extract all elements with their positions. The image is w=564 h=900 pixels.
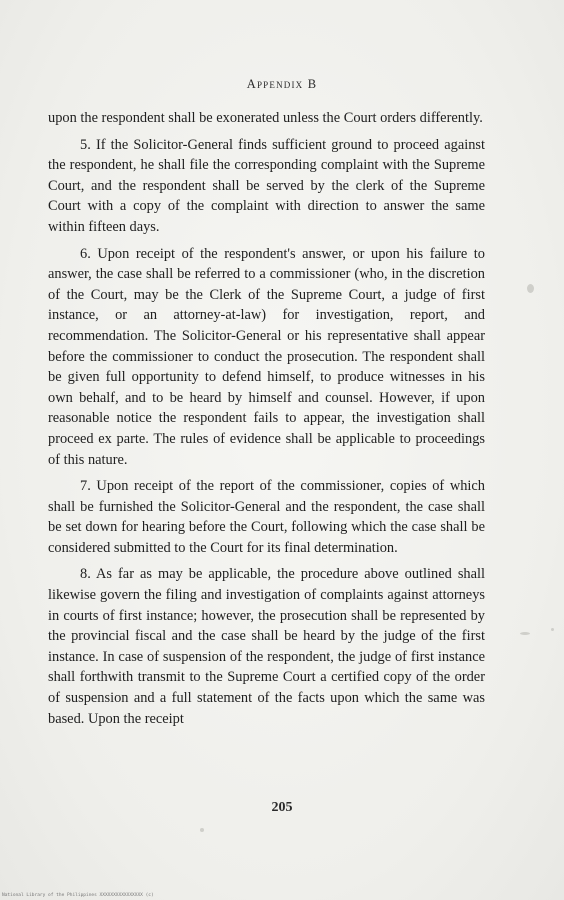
scan-speck <box>200 828 204 832</box>
scan-speck <box>551 628 554 631</box>
scan-credit: National Library of the Philippines XXXXXXXXXXXXXXXX (c) <box>2 893 154 898</box>
paragraph-5: 5. If the Solicitor-General finds sufficient ground to proceed against the respondent, he shall file the corresponding complaint with the Supreme Court, and the respondent shall be served by the clerk of the Supreme Court with a copy of the complaint with direction to answer the same within fifteen days. <box>48 136 485 235</box>
scan-speck <box>527 284 534 293</box>
paragraph-6: 6. Upon receipt of the respondent's answer, or upon his failure to answer, the case shall be referred to a commissioner (who, in the discretion of the Court, may be the Clerk of the Supreme Court, a judge of first instance, or an attorney-at-law) for investigation, report, and recommendation. The Solicitor-General or his representative shall appear before the commissioner to conduct the prosecution. The respondent shall be given full opportunity to defend himself, to produce witnesses in his own behalf, and to be heard by himself and counsel. However, if upon reasonable notice the respondent fails to appear, the investigation shall proceed ex parte. The rules of evidence shall be applicable to proceedings of this nature. <box>48 245 485 468</box>
paragraph-8: 8. As far as may be applicable, the procedure above outlined shall likewise govern the filing and investigation of complaints against attorneys in courts of first instance; however, the prosecution shall be represented by the provincial fiscal and the case shall be heard by the judge of the first instance. In case of suspension of the respondent, the judge of first instance shall forthwith transmit to the Supreme Court a certified copy of the order of suspension and a full statement of the facts upon which the same was based. Upon the receipt <box>48 566 485 727</box>
page-number: 205 <box>271 800 293 815</box>
scan-speck <box>520 632 530 635</box>
paragraph-7: 7. Upon receipt of the report of the commissioner, copies of which shall be furnished the Solicitor-General and the respondent, the case shall be set down for hearing before the Court, following which the case shall be considered submitted to the Court for its final determination. <box>48 478 485 556</box>
paragraph-continuation: upon the respondent shall be exonerated unless the Court orders differently. <box>48 110 483 126</box>
body-text <box>48 108 485 735</box>
running-header: Appendix B <box>246 77 318 91</box>
